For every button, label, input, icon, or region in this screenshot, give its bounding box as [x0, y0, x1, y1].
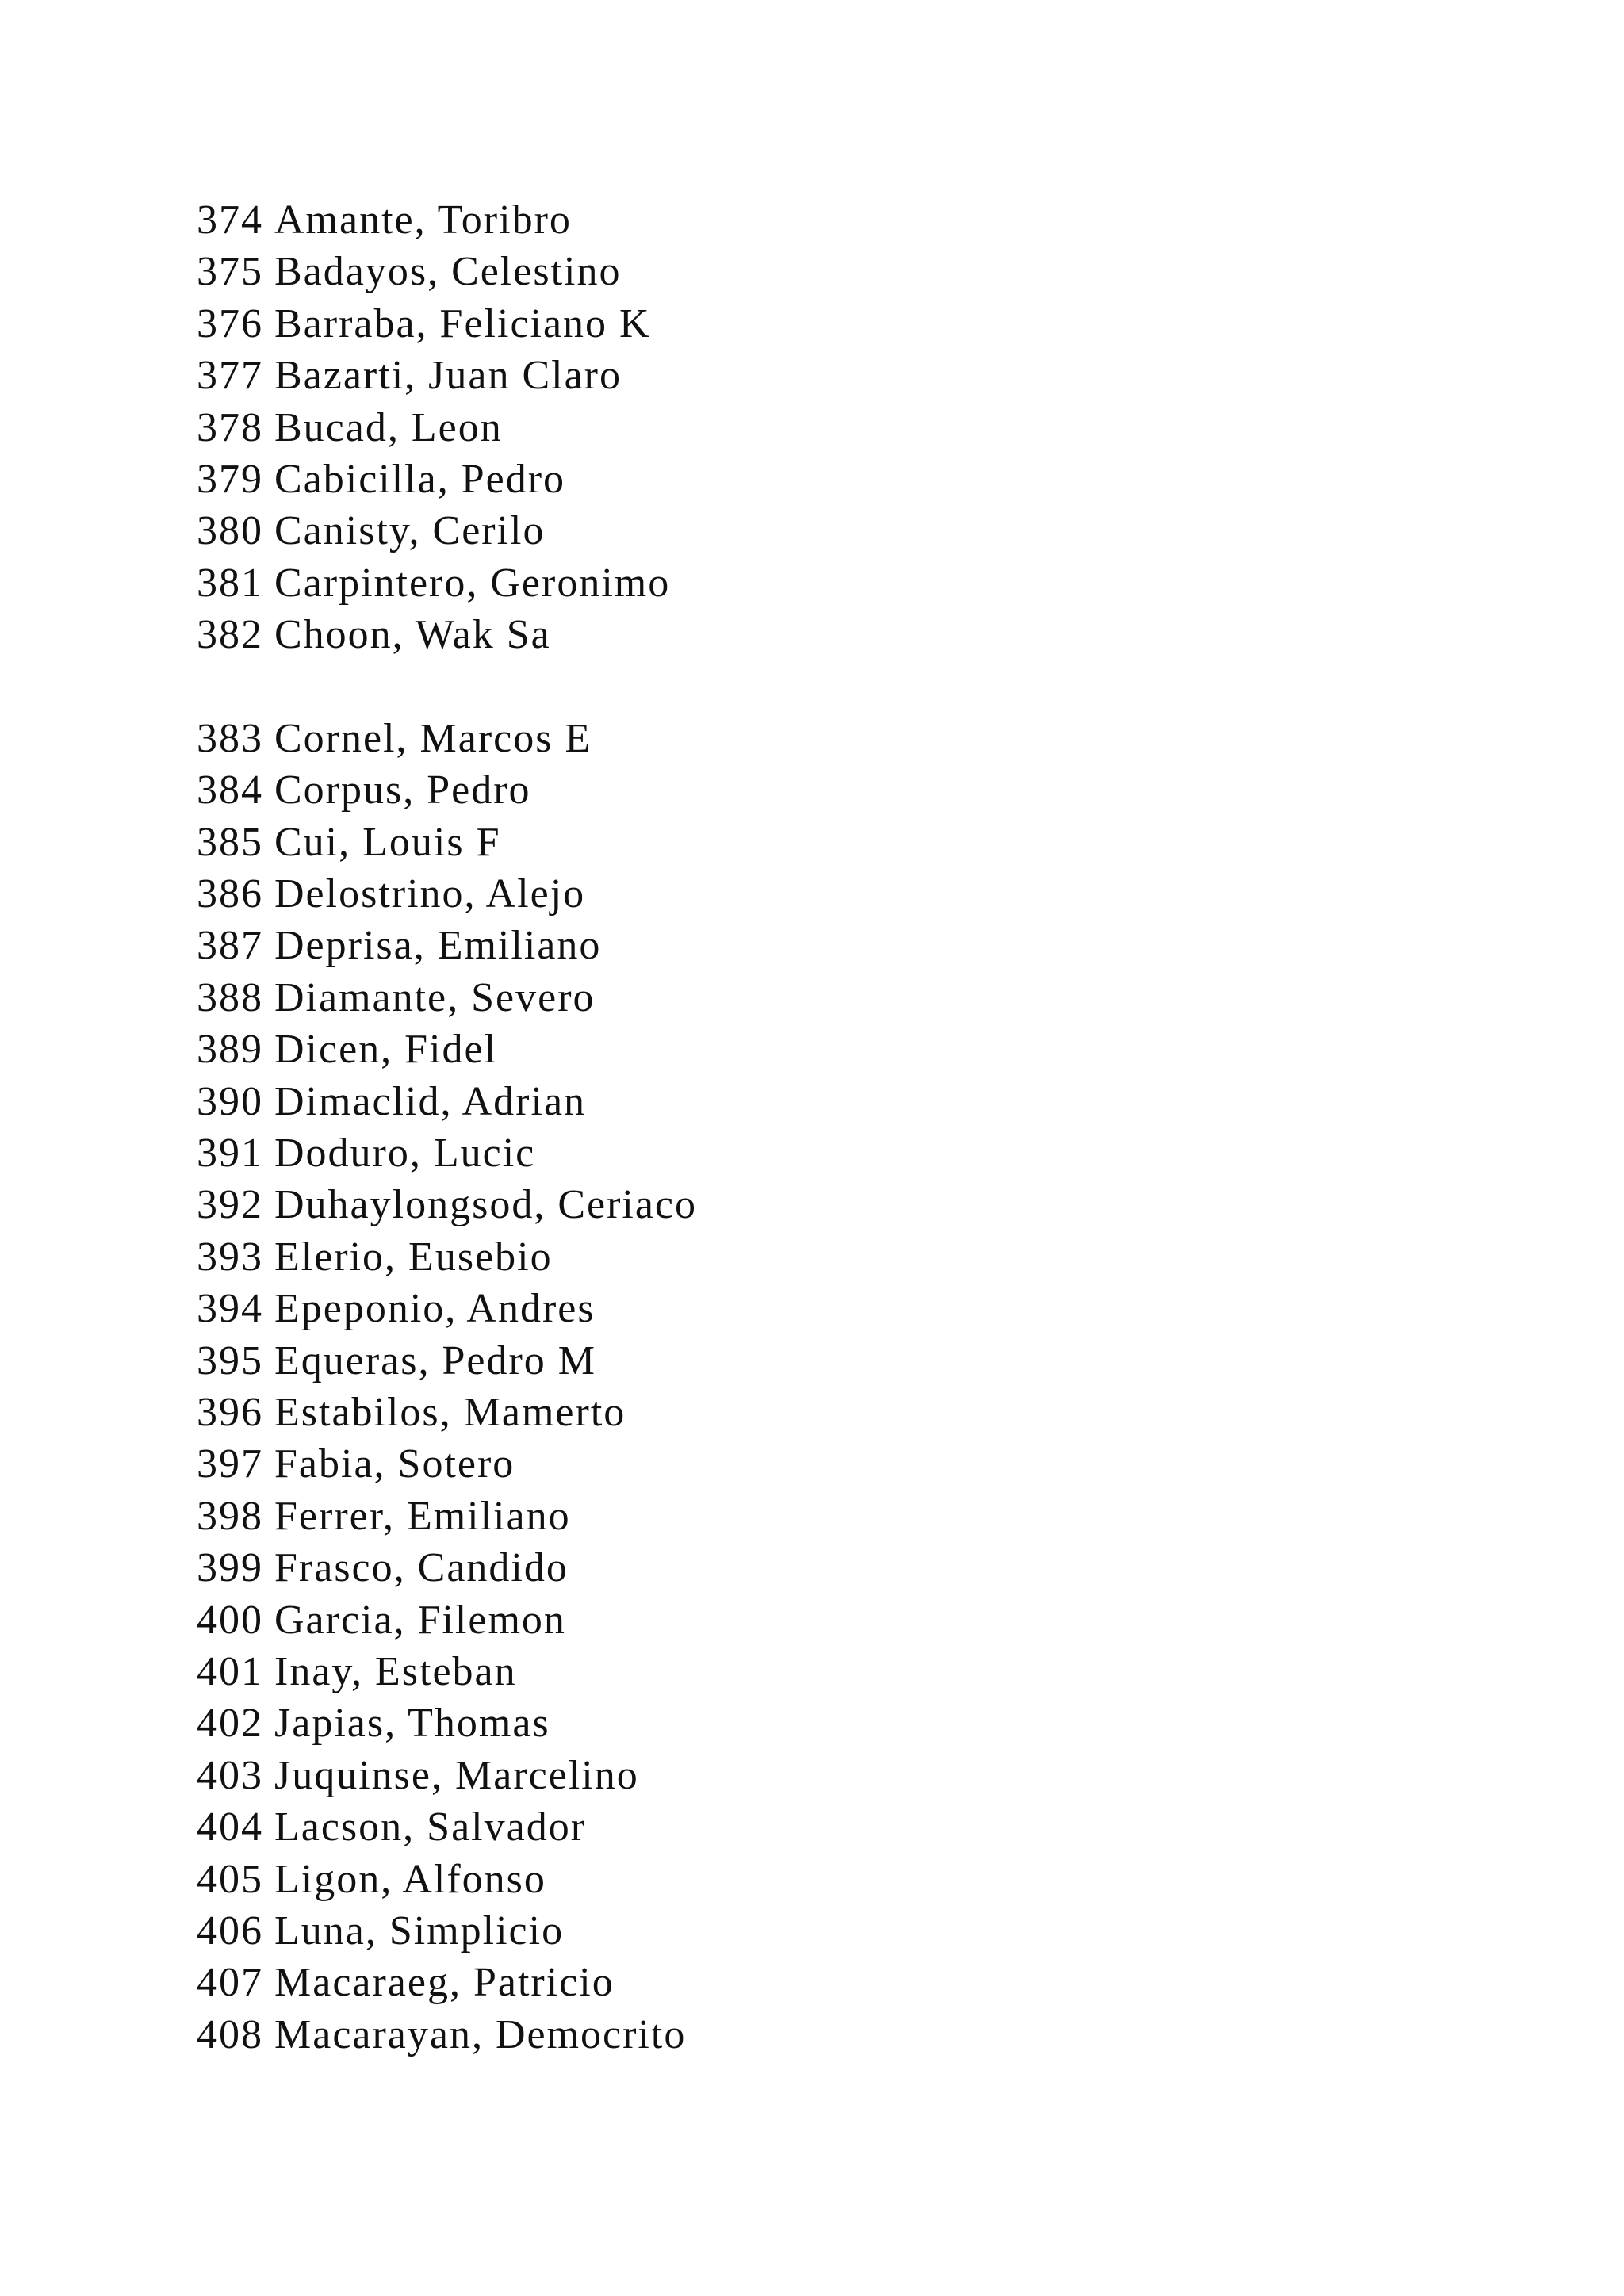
list-item — [197, 1076, 697, 1127]
entry-number: 398 — [197, 1493, 263, 1539]
entry-name: Carpintero, Geronimo — [274, 560, 671, 606]
entry-name: Bucad, Leon — [274, 404, 503, 450]
entry-name: Inay, Esteban — [274, 1648, 517, 1694]
list-item — [197, 1697, 697, 1749]
list-item — [197, 1283, 697, 1334]
list-item — [197, 1335, 697, 1387]
entry-number: 387 — [197, 923, 263, 969]
entry-name: Lacson, Salvador — [274, 1804, 587, 1850]
list-item — [197, 920, 697, 971]
entry-number: 383 — [197, 715, 263, 761]
entry-number: 386 — [197, 871, 263, 917]
entry-number: 391 — [197, 1131, 263, 1177]
list-item — [197, 402, 697, 453]
entry-number: 375 — [197, 249, 263, 295]
list-item — [197, 246, 697, 297]
entry-number: 385 — [197, 819, 263, 865]
entry-number: 389 — [197, 1027, 263, 1073]
list-item — [197, 713, 697, 764]
entry-name: Juquinse, Marcelino — [274, 1752, 639, 1798]
list-item — [197, 1127, 697, 1179]
entry-number: 377 — [197, 353, 263, 399]
list-item — [197, 557, 697, 609]
entry-number: 404 — [197, 1804, 263, 1850]
list-item — [197, 1542, 697, 1594]
list-item — [197, 2009, 697, 2061]
list-item — [197, 350, 697, 401]
entry-number: 397 — [197, 1441, 263, 1487]
entry-name: Ligon, Alfonso — [274, 1856, 546, 1902]
entry-number: 396 — [197, 1389, 263, 1435]
entry-name: Ferrer, Emiliano — [274, 1493, 571, 1539]
entry-name: Fabia, Sotero — [274, 1441, 515, 1487]
entry-name: Macarayan, Democrito — [274, 2011, 687, 2057]
list-item — [197, 1750, 697, 1801]
entry-number: 399 — [197, 1545, 263, 1591]
list-item — [197, 1179, 697, 1230]
list-item — [197, 1387, 697, 1438]
entry-name: Barraba, Feliciano K — [274, 300, 651, 346]
entry-number: 393 — [197, 1234, 263, 1280]
entry-number: 376 — [197, 300, 263, 346]
entry-number: 382 — [197, 612, 263, 658]
list-item — [197, 764, 697, 816]
entry-number: 405 — [197, 1856, 263, 1902]
entry-name: Epeponio, Andres — [274, 1286, 596, 1332]
list-item — [197, 1957, 697, 2008]
list-item — [197, 1024, 697, 1075]
list-item — [197, 1646, 697, 1697]
list-item — [197, 505, 697, 557]
entry-name: Duhaylongsod, Ceriaco — [274, 1182, 698, 1228]
entry-name: Corpus, Pedro — [274, 767, 531, 813]
entry-name: Equeras, Pedro M — [274, 1337, 597, 1383]
list-item — [197, 609, 697, 660]
entry-name: Deprisa, Emiliano — [274, 923, 602, 969]
entry-name: Garcia, Filemon — [274, 1597, 566, 1643]
entry-number: 390 — [197, 1078, 263, 1124]
entry-name: Frasco, Candido — [274, 1545, 569, 1591]
group-separator — [197, 661, 697, 713]
name-list — [197, 194, 697, 2061]
entry-name: Macaraeg, Patricio — [274, 1960, 615, 2006]
entry-name: Delostrino, Alejo — [274, 871, 586, 917]
entry-name: Estabilos, Mamerto — [274, 1389, 626, 1435]
entry-number: 395 — [197, 1337, 263, 1383]
entry-number: 408 — [197, 2011, 263, 2057]
entry-name: Cornel, Marcos E — [274, 715, 592, 761]
entry-name: Bazarti, Juan Claro — [274, 353, 622, 399]
entry-name: Dicen, Fidel — [274, 1027, 498, 1073]
entry-name: Badayos, Celestino — [274, 249, 622, 295]
list-item — [197, 1594, 697, 1646]
entry-name: Amante, Toribro — [274, 197, 572, 243]
entry-number: 406 — [197, 1908, 263, 1954]
list-item — [197, 972, 697, 1024]
list-item — [197, 817, 697, 868]
entry-name: Elerio, Eusebio — [274, 1234, 553, 1280]
list-item — [197, 1438, 697, 1490]
entry-number: 379 — [197, 456, 263, 502]
entry-number: 402 — [197, 1701, 263, 1747]
entry-name: Diamante, Severo — [274, 974, 596, 1020]
list-item — [197, 1490, 697, 1542]
entry-name: Cui, Louis F — [274, 819, 501, 865]
list-item — [197, 1905, 697, 1957]
entry-name: Choon, Wak Sa — [274, 612, 551, 658]
list-item — [197, 1854, 697, 1905]
entry-number: 403 — [197, 1752, 263, 1798]
entry-number: 394 — [197, 1286, 263, 1332]
entry-name: Doduro, Lucic — [274, 1131, 536, 1177]
entry-name: Canisty, Cerilo — [274, 508, 546, 554]
entry-number: 407 — [197, 1960, 263, 2006]
list-item — [197, 1801, 697, 1853]
list-item — [197, 1231, 697, 1283]
entry-number: 392 — [197, 1182, 263, 1228]
entry-number: 388 — [197, 974, 263, 1020]
list-item — [197, 298, 697, 350]
entry-name: Luna, Simplicio — [274, 1908, 565, 1954]
entry-number: 400 — [197, 1597, 263, 1643]
list-item — [197, 868, 697, 920]
entry-number: 401 — [197, 1648, 263, 1694]
entry-number: 380 — [197, 508, 263, 554]
entry-number: 384 — [197, 767, 263, 813]
list-item — [197, 453, 697, 505]
entry-number: 374 — [197, 197, 263, 243]
entry-name: Japias, Thomas — [274, 1701, 550, 1747]
entry-number: 378 — [197, 404, 263, 450]
entry-name: Dimaclid, Adrian — [274, 1078, 587, 1124]
list-item — [197, 194, 697, 246]
entry-name: Cabicilla, Pedro — [274, 456, 566, 502]
entry-number: 381 — [197, 560, 263, 606]
